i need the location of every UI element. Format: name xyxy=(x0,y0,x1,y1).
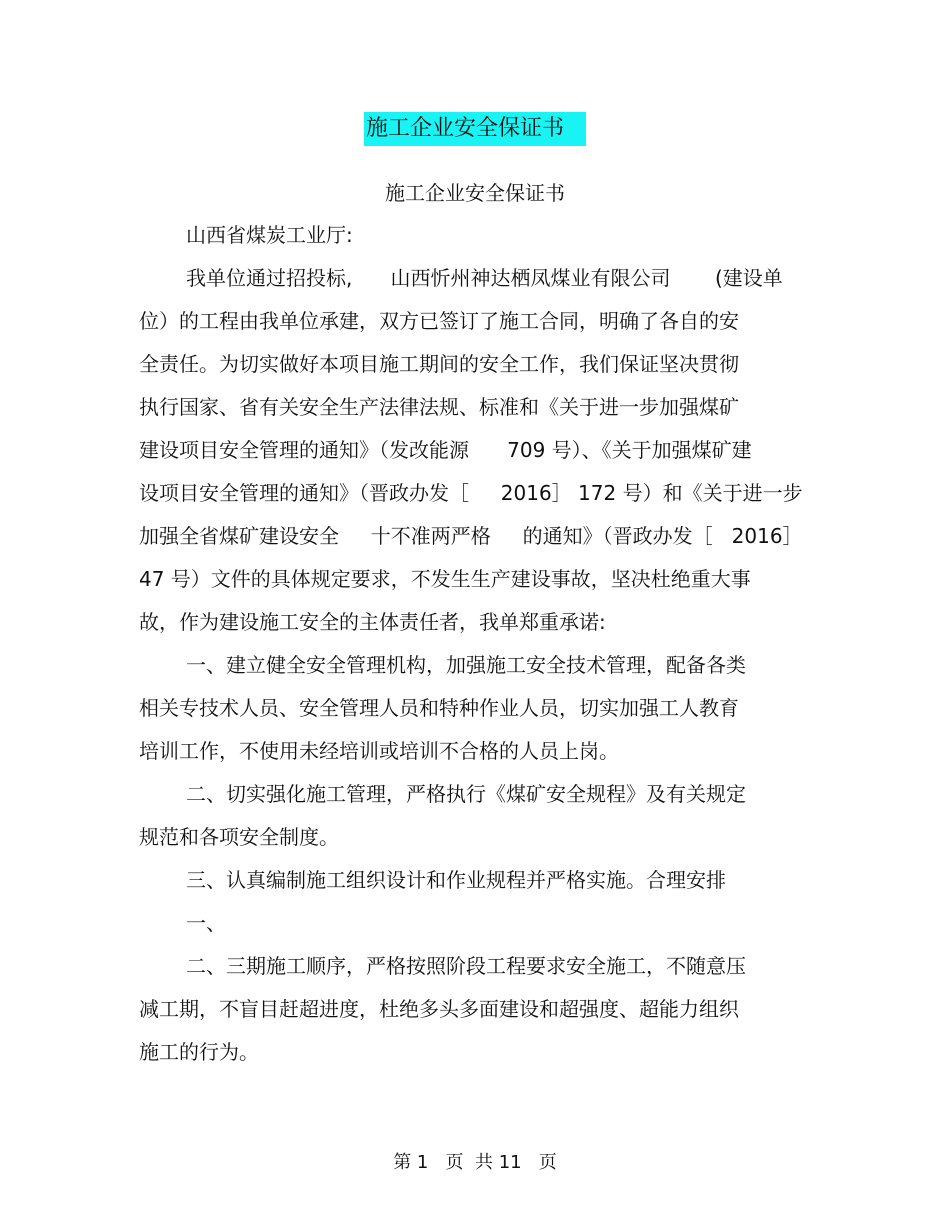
body-line: 加强全省煤矿建设安全 十不准两严格 的通知》（晋政办发［ 2016］ xyxy=(139,524,803,548)
body-line: 规范和各项安全制度。 xyxy=(139,825,339,849)
body-line: 二、三期施工顺序，严格按照阶段工程要求安全施工，不随意压 xyxy=(186,954,746,978)
body-line: 三、认真编制施工组织设计和作业规程并严格实施。合理安排 xyxy=(186,868,726,892)
body-line: 施工的行为。 xyxy=(139,1040,259,1064)
body-line: 一、 xyxy=(186,911,226,935)
document-subtitle: 施工企业安全保证书 xyxy=(385,181,565,205)
body-line: 全责任。为切实做好本项目施工期间的安全工作，我们保证坚决贯彻 xyxy=(139,352,739,376)
body-line: 设项目安全管理的通知》（晋政办发［ 2016］ 172 号）和《关于进一步 xyxy=(139,481,803,505)
page-footer: 第 1 页 共 11 页 xyxy=(393,1152,557,1173)
document-title-highlighted: 施工企业安全保证书 xyxy=(364,112,586,146)
body-line: 位）的工程由我单位承建，双方已签订了施工合同，明确了各自的安 xyxy=(139,309,739,333)
body-line: 相关专技术人员、安全管理人员和特种作业人员，切实加强工人教育 xyxy=(139,696,739,720)
addressee-line: 山西省煤炭工业厅: xyxy=(186,223,353,247)
body-line: 培训工作，不使用未经培训或培训不合格的人员上岗。 xyxy=(139,739,619,763)
body-line: 一、建立健全安全管理机构，加强施工安全技术管理，配备各类 xyxy=(186,653,746,677)
body-line: 二、切实强化施工管理，严格执行《煤矿安全规程》及有关规定 xyxy=(186,782,746,806)
title-container xyxy=(0,112,950,146)
body-line: 减工期，不盲目赶超进度，杜绝多头多面建设和超强度、超能力组织 xyxy=(139,997,739,1021)
body-line: 我单位通过招投标, 山西忻州神达栖凤煤业有限公司 (建设单 xyxy=(186,266,783,290)
body-line: 建设项目安全管理的通知》（发改能源 709 号）、《关于加强煤矿建 xyxy=(139,438,752,462)
body-line: 故，作为建设施工安全的主体责任者，我单郑重承诺: xyxy=(139,610,606,634)
body-line: 执行国家、省有关安全生产法律法规、标准和《关于进一步加强煤矿 xyxy=(139,395,739,419)
body-line: 47 号）文件的具体规定要求，不发生生产建设事故，坚决杜绝重大事 xyxy=(139,567,751,591)
